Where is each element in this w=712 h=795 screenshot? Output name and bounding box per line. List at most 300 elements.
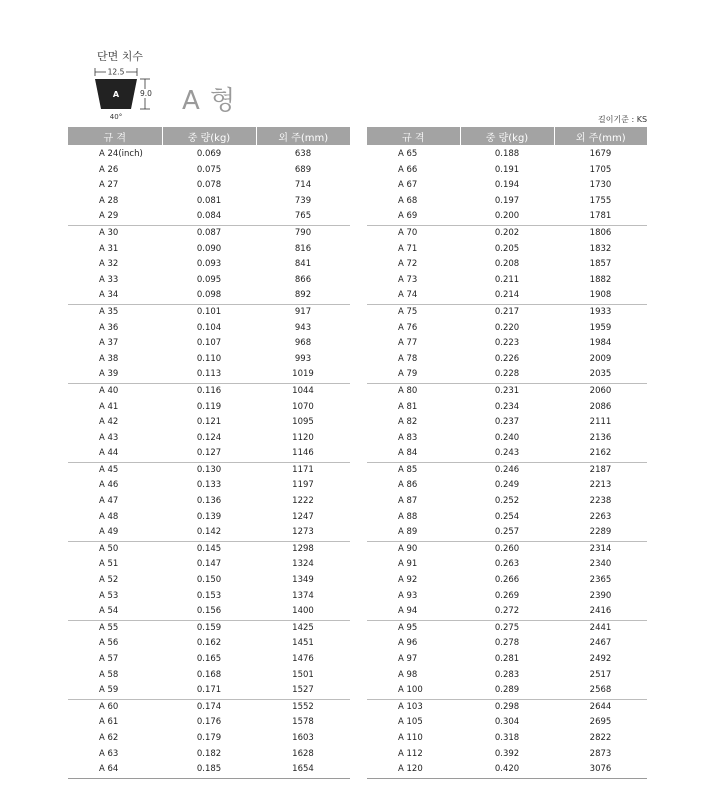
table-row (367, 525, 647, 541)
cell-weight: 0.098 (196, 290, 222, 301)
cell-spec: A 96 (398, 638, 418, 649)
table-row (367, 683, 647, 699)
cell-weight: 0.234 (494, 401, 520, 412)
cell-spec: A 35 (68, 304, 162, 320)
cell-circumference: 1400 (292, 606, 314, 617)
cell-spec: A 32 (99, 259, 119, 270)
cell-circumference: 1171 (256, 462, 350, 478)
table-row (68, 525, 350, 541)
cell-weight: 0.185 (162, 762, 256, 778)
cell-spec: A 36 (99, 322, 119, 333)
cell-circumference: 790 (256, 225, 350, 241)
cell-spec: A 39 (99, 369, 119, 380)
table-row (367, 715, 647, 731)
cell-weight: 0.162 (196, 638, 222, 649)
table-row (367, 510, 647, 526)
cell-circumference: 2695 (589, 717, 612, 728)
cell-spec: A 33 (99, 274, 119, 285)
table-row (367, 747, 647, 763)
table-row (367, 336, 647, 352)
cell-weight: 0.240 (494, 432, 520, 443)
cell-spec: A 72 (398, 259, 418, 270)
cell-circumference: 2009 (589, 353, 612, 364)
table-row (367, 273, 647, 289)
table-row (68, 336, 350, 352)
cell-weight: 0.214 (494, 290, 520, 301)
cell-weight: 0.150 (196, 575, 222, 586)
table-row (367, 699, 647, 715)
table-row (68, 288, 350, 304)
cell-spec: A 67 (398, 180, 418, 191)
cell-circumference: 1349 (292, 575, 314, 586)
table-row (68, 321, 350, 337)
cell-spec: A 64 (68, 762, 162, 778)
cell-circumference: 2467 (589, 638, 612, 649)
cell-circumference: 1476 (292, 654, 314, 664)
cell-spec: A 91 (398, 559, 418, 570)
cell-circumference: 1984 (589, 338, 612, 349)
table-row (68, 510, 350, 526)
cell-circumference: 993 (294, 353, 312, 364)
cell-circumference: 1425 (256, 620, 350, 636)
table-row (367, 209, 647, 225)
table-row (367, 589, 647, 605)
cell-spec: A 98 (398, 669, 418, 680)
cell-spec: A 48 (99, 511, 119, 522)
cell-circumference: 689 (294, 164, 312, 175)
cell-spec: A 70 (367, 225, 460, 241)
belt-cross-section-diagram (90, 64, 160, 122)
cell-circumference: 1730 (589, 180, 612, 191)
cell-circumference: 1603 (292, 732, 314, 743)
cell-weight: 0.145 (162, 541, 256, 557)
column-header-circumference: 외 주(mm) (256, 127, 350, 145)
cell-spec: A 50 (68, 541, 162, 557)
cell-spec: A 85 (367, 462, 460, 478)
cell-weight: 0.104 (196, 322, 222, 333)
cell-circumference: 2187 (554, 462, 647, 478)
table-row (68, 145, 350, 163)
cell-weight: 0.249 (494, 480, 520, 491)
cell-spec: A 27 (99, 180, 119, 191)
cell-spec: A 37 (99, 338, 119, 349)
cell-spec: A 97 (398, 654, 418, 664)
table-row (68, 194, 350, 210)
cell-spec: A 73 (398, 274, 418, 285)
cell-circumference: 1247 (292, 511, 314, 522)
cell-spec: A 74 (398, 290, 418, 301)
cell-spec: A 92 (398, 575, 418, 586)
cell-circumference: 2365 (589, 575, 612, 586)
cell-spec: A 68 (398, 195, 418, 206)
cell-weight: 0.318 (494, 732, 520, 743)
table-header-row (367, 127, 647, 145)
table-row (68, 541, 350, 557)
cell-circumference: 1959 (589, 322, 612, 333)
cell-circumference: 1806 (554, 225, 647, 241)
cell-weight: 0.202 (460, 225, 554, 241)
cell-circumference: 892 (294, 290, 312, 301)
cell-weight: 0.119 (196, 401, 222, 412)
cell-circumference: 2111 (589, 417, 612, 428)
cell-circumference: 1832 (589, 243, 612, 254)
cell-weight: 0.147 (196, 559, 222, 570)
cell-circumference: 739 (294, 195, 312, 206)
cell-weight: 0.153 (196, 590, 222, 601)
cell-spec: A 31 (99, 243, 119, 254)
cell-weight: 0.272 (494, 606, 520, 617)
cell-spec: A 51 (99, 559, 119, 570)
cell-spec: A 59 (99, 685, 119, 696)
cell-circumference: 1070 (292, 401, 314, 412)
cell-weight: 0.182 (196, 748, 222, 759)
cell-spec: A 53 (99, 590, 119, 601)
cell-spec: A 90 (367, 541, 460, 557)
cell-spec: A 105 (398, 717, 423, 728)
cell-weight: 0.197 (494, 195, 520, 206)
table-row (68, 209, 350, 225)
cell-spec: A 40 (68, 383, 162, 399)
cell-spec: A 60 (68, 699, 162, 715)
spec-table-right (367, 127, 647, 779)
cell-weight: 0.179 (196, 732, 222, 743)
cell-weight: 0.078 (196, 180, 222, 191)
cell-weight: 0.211 (494, 274, 520, 285)
table-row (68, 478, 350, 494)
cell-weight: 0.107 (196, 338, 222, 349)
table-row (367, 321, 647, 337)
cell-circumference: 2035 (589, 369, 612, 380)
cell-weight: 0.246 (460, 462, 554, 478)
cell-spec: A 42 (99, 417, 119, 428)
cell-spec: A 82 (398, 417, 418, 428)
cell-circumference: 3076 (554, 762, 647, 778)
cell-spec: A 30 (68, 225, 162, 241)
width-dimension-label: 12.5 (107, 67, 125, 77)
table-row (367, 145, 647, 163)
table-row (68, 747, 350, 763)
cell-weight: 0.121 (196, 417, 222, 428)
table-row (367, 573, 647, 589)
table-row (68, 683, 350, 699)
cell-weight: 0.191 (494, 164, 520, 175)
cell-circumference: 841 (294, 259, 312, 270)
table-row (68, 652, 350, 668)
cell-weight: 0.101 (162, 304, 256, 320)
cell-spec: A 41 (99, 401, 119, 412)
table-row (367, 163, 647, 179)
cell-weight: 0.266 (494, 575, 520, 586)
cell-weight: 0.116 (162, 383, 256, 399)
cell-spec: A 79 (398, 369, 418, 380)
table-row (68, 178, 350, 194)
cell-weight: 0.283 (494, 669, 520, 680)
cell-weight: 0.075 (196, 164, 222, 175)
profile-label: A (112, 90, 120, 99)
cell-circumference: 1044 (256, 383, 350, 399)
table-row (367, 652, 647, 668)
table-row (367, 541, 647, 557)
cell-circumference: 2314 (554, 541, 647, 557)
cell-circumference: 2568 (589, 685, 612, 696)
cell-spec: A 84 (398, 448, 418, 459)
cell-spec: A 71 (398, 243, 418, 254)
table-row (68, 557, 350, 573)
table-row (367, 731, 647, 747)
table-row (68, 620, 350, 636)
column-header-weight: 중 량(kg) (162, 127, 256, 145)
cell-circumference: 765 (294, 211, 312, 222)
cell-weight: 0.139 (196, 511, 222, 522)
cell-spec: A 100 (398, 685, 423, 696)
cell-circumference: 2390 (589, 590, 612, 601)
cell-spec: A 62 (99, 732, 119, 743)
cell-spec: A 56 (99, 638, 119, 649)
table-row (367, 604, 647, 620)
table-row (367, 462, 647, 478)
cell-spec: A 110 (398, 732, 423, 743)
cell-circumference: 2644 (554, 699, 647, 715)
column-header-weight: 중 량(kg) (460, 127, 554, 145)
cell-circumference: 1451 (292, 638, 314, 649)
table-row (367, 352, 647, 368)
cell-weight: 0.084 (196, 211, 222, 222)
table-row (367, 304, 647, 320)
cell-weight: 0.243 (494, 448, 520, 459)
table-row (68, 636, 350, 652)
cell-weight: 0.231 (460, 383, 554, 399)
table-row (367, 288, 647, 304)
cell-spec: A 28 (99, 195, 119, 206)
cell-spec: A 29 (99, 211, 119, 222)
cell-spec: A 89 (398, 527, 418, 538)
table-row (68, 367, 350, 383)
cell-spec: A 57 (99, 654, 119, 664)
cell-weight: 0.188 (494, 149, 520, 159)
length-standard-note: 길이기준 : KS (598, 115, 648, 124)
cell-spec: A 81 (398, 401, 418, 412)
cell-circumference: 1755 (589, 195, 612, 206)
cell-spec: A 44 (99, 448, 119, 459)
table-row (68, 352, 350, 368)
cell-weight: 0.289 (494, 685, 520, 696)
cell-spec: A 93 (398, 590, 418, 601)
cell-spec: A 80 (367, 383, 460, 399)
table-row (367, 178, 647, 194)
cell-weight: 0.257 (494, 527, 520, 538)
cell-circumference: 1679 (589, 149, 612, 159)
cell-weight: 0.263 (494, 559, 520, 570)
cell-circumference: 1781 (589, 211, 612, 222)
cell-weight: 0.174 (162, 699, 256, 715)
table-row (68, 699, 350, 715)
cell-circumference: 1933 (554, 304, 647, 320)
cell-weight: 0.176 (196, 717, 222, 728)
cell-spec: A 87 (398, 496, 418, 507)
cell-spec: A 65 (398, 149, 418, 159)
column-header-circumference: 외 주(mm) (554, 127, 647, 145)
cell-spec: A 58 (99, 669, 119, 680)
table-row (367, 194, 647, 210)
cell-spec: A 61 (99, 717, 119, 728)
cell-circumference: 2441 (554, 620, 647, 636)
cell-circumference: 1095 (292, 417, 314, 428)
cell-circumference: 2340 (589, 559, 612, 570)
table-row (68, 494, 350, 510)
table-row (367, 494, 647, 510)
cell-weight: 0.124 (196, 432, 222, 443)
cell-weight: 0.281 (494, 654, 520, 664)
cell-spec: A 112 (398, 748, 423, 759)
cell-circumference: 2238 (589, 496, 612, 507)
cell-weight: 0.081 (196, 195, 222, 206)
cell-weight: 0.136 (196, 496, 222, 507)
cell-spec: A 83 (398, 432, 418, 443)
cell-circumference: 1908 (589, 290, 612, 301)
cell-circumference: 1882 (589, 274, 612, 285)
cell-weight: 0.220 (494, 322, 520, 333)
cell-circumference: 943 (294, 322, 312, 333)
cell-circumference: 816 (294, 243, 312, 254)
cell-weight: 0.226 (494, 353, 520, 364)
cell-circumference: 638 (294, 149, 312, 159)
cell-spec: A 49 (99, 527, 119, 538)
cell-circumference: 2060 (554, 383, 647, 399)
table-row (68, 446, 350, 462)
table-row (68, 604, 350, 620)
cell-weight: 0.156 (196, 606, 222, 617)
table-row (68, 304, 350, 320)
cell-spec: A 34 (99, 290, 119, 301)
table-row (367, 257, 647, 273)
cell-spec: A 52 (99, 575, 119, 586)
column-header-spec: 규 격 (367, 127, 460, 145)
cell-weight: 0.205 (494, 243, 520, 254)
cell-circumference: 2492 (589, 654, 612, 664)
cell-circumference: 1654 (256, 762, 350, 778)
cell-circumference: 1273 (292, 527, 314, 538)
table-row (367, 762, 647, 778)
cell-spec: A 94 (398, 606, 418, 617)
cell-weight: 0.228 (494, 369, 520, 380)
table-row (68, 415, 350, 431)
cell-weight: 0.217 (460, 304, 554, 320)
cell-spec: A 26 (99, 164, 119, 175)
cell-spec: A 54 (99, 606, 119, 617)
cell-spec: A 38 (99, 353, 119, 364)
cell-weight: 0.275 (460, 620, 554, 636)
table-row (68, 400, 350, 416)
table-row (68, 462, 350, 478)
cell-circumference: 866 (294, 274, 312, 285)
cell-circumference: 2517 (589, 669, 612, 680)
cell-spec: A 55 (68, 620, 162, 636)
table-row (367, 367, 647, 383)
cell-spec: A 103 (367, 699, 460, 715)
cell-weight: 0.392 (494, 748, 520, 759)
cell-spec: A 69 (398, 211, 418, 222)
cell-weight: 0.254 (494, 511, 520, 522)
table-row (68, 589, 350, 605)
cell-weight: 0.165 (196, 654, 222, 664)
cell-spec: A 86 (398, 480, 418, 491)
cell-circumference: 1146 (292, 448, 314, 459)
cell-spec: A 120 (367, 762, 460, 778)
column-header-spec: 규 격 (68, 127, 162, 145)
cell-weight: 0.133 (196, 480, 222, 491)
cell-weight: 0.200 (494, 211, 520, 222)
cell-weight: 0.237 (494, 417, 520, 428)
table-row (68, 257, 350, 273)
table-row (367, 383, 647, 399)
cell-circumference: 1197 (292, 480, 314, 491)
table-row (367, 225, 647, 241)
table-row (68, 273, 350, 289)
table-row (68, 383, 350, 399)
table-row (68, 668, 350, 684)
cell-weight: 0.130 (162, 462, 256, 478)
cell-weight: 0.095 (196, 274, 222, 285)
cell-weight: 0.110 (196, 353, 222, 364)
table-row (367, 431, 647, 447)
cell-weight: 0.304 (494, 717, 520, 728)
cell-circumference: 2213 (589, 480, 612, 491)
table-row (68, 573, 350, 589)
cell-circumference: 917 (256, 304, 350, 320)
cell-weight: 0.171 (196, 685, 222, 696)
cell-weight: 0.168 (196, 669, 222, 680)
cell-weight: 0.142 (196, 527, 222, 538)
cell-circumference: 1628 (292, 748, 314, 759)
cell-weight: 0.269 (494, 590, 520, 601)
cell-weight: 0.223 (494, 338, 520, 349)
table-row (367, 636, 647, 652)
table-row (367, 620, 647, 636)
cell-circumference: 1374 (292, 590, 314, 601)
table-row (68, 431, 350, 447)
cell-circumference: 1857 (589, 259, 612, 270)
cell-weight: 0.420 (460, 762, 554, 778)
cell-weight: 0.087 (162, 225, 256, 241)
cell-spec: A 24(inch) (99, 149, 143, 159)
table-row (68, 715, 350, 731)
cell-spec: A 75 (367, 304, 460, 320)
table-row (68, 225, 350, 241)
cell-spec: A 66 (398, 164, 418, 175)
table-row (367, 668, 647, 684)
table-row (68, 242, 350, 258)
cell-circumference: 2162 (589, 448, 612, 459)
cell-circumference: 1552 (256, 699, 350, 715)
table-row (367, 478, 647, 494)
table-row (367, 400, 647, 416)
cell-spec: A 88 (398, 511, 418, 522)
table-row (367, 242, 647, 258)
cell-weight: 0.194 (494, 180, 520, 191)
cell-circumference: 1578 (292, 717, 314, 728)
cell-weight: 0.113 (196, 369, 222, 380)
cell-weight: 0.127 (196, 448, 222, 459)
table-row (68, 163, 350, 179)
cell-weight: 0.252 (494, 496, 520, 507)
cell-circumference: 2289 (589, 527, 612, 538)
type-title: A 형 (182, 86, 237, 116)
cell-circumference: 1298 (256, 541, 350, 557)
cell-circumference: 714 (294, 180, 312, 191)
cell-spec: A 76 (398, 322, 418, 333)
cell-circumference: 2873 (589, 748, 612, 759)
height-dimension-label: 9.0 (140, 89, 152, 98)
